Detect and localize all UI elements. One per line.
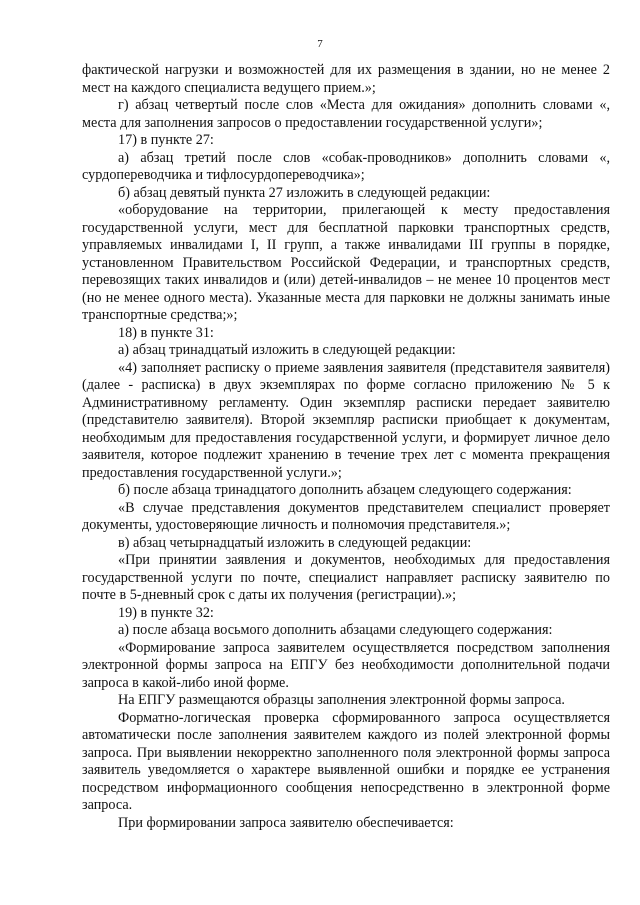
paragraph: а) абзац третий после слов «собак-проводников» дополнить словами «, сурдопереводчика и тифлосурдопереводчика»; [82, 149, 610, 183]
paragraph: При формировании запроса заявителю обеспечивается: [118, 814, 454, 831]
page-number: 7 [317, 38, 323, 50]
paragraph: «При принятии заявления и документов, необходимых для предоставления государственной услуги по почте, специалист направляет расписку заявителю по почте в 5-дневный срок с даты их получения (регистрации).»; [82, 552, 610, 603]
paragraph: «Формирование запроса заявителем осуществляется посредством заполнения электронной формы запроса на ЕПГУ без необходимости дополнительной подачи запроса в какой-либо иной форме. [82, 639, 610, 691]
paragraph: 17) в пункте 27: [118, 132, 214, 148]
paragraph: а) после абзаца восьмого дополнить абзацами следующего содержания: [118, 622, 553, 638]
paragraph: «В случае представления документов представителем специалист проверяет документы, удостоверяющие личность и полномочия представителя.»; [82, 499, 610, 533]
paragraph: Форматно-логическая проверка сформированного запроса осуществляется автоматически после заполнения заявителем каждого из полей электронной формы запроса. При выявлении некорректно заполненного поля электронной формы запроса заявитель уведомляется о характере выявленной ошибки и порядке ее устранения посредством информационного сообщения непосредственно в электронной форме запроса. [82, 709, 610, 813]
paragraph: 18) в пункте 31: [118, 324, 214, 341]
paragraph: б) после абзаца тринадцатого дополнить абзацем следующего содержания: [118, 482, 572, 498]
paragraph: в) абзац четырнадцатый изложить в следующей редакции: [118, 534, 472, 551]
paragraph: фактической нагрузки и возможностей для их размещения в здании, но не менее 2 мест на каждого специалиста ведущего прием.»; [82, 62, 610, 96]
paragraph: а) абзац тринадцатый изложить в следующей редакции: [118, 342, 456, 358]
paragraph: «4) заполняет расписку о приеме заявления заявителя (представителя заявителя) (далее - расписка) в двух экземплярах по форме согласно приложению № 5 к Административному регламенту. Один экземпляр расписки передает заявителю (представителю заявителя). Второй экземпляр расписки приобщает к документам, необходимым для предоставления государственной услуги, и формирует личное дело заявителя, которое подлежит хранению в течение трех лет с момента прекращения предоставления государственной услуги.»; [82, 359, 610, 481]
document-body [82, 62, 610, 832]
paragraph: На ЕПГУ размещаются образцы заполнения электронной формы запроса. [118, 692, 565, 708]
paragraph: «оборудование на территории, прилегающей к месту предоставления государственной услуги, мест для бесплатной парковки транспортных средств, управляемых инвалидами I, II групп, а также инвалидами III группы в порядке, установленном Правительством Российской Федерации, и транспортных средств, перевозящих таких инвалидов и (или) детей-инвалидов – не менее 10 процентов мест (но не менее одного места). Указанные места для парковки не должны занимать иные транспортные средства;»; [82, 202, 610, 323]
paragraph: б) абзац девятый пункта 27 изложить в следующей редакции: [118, 184, 491, 201]
paragraph: г) абзац четвертый после слов «Места для ожидания» дополнить словами «, места для заполнения запросов о предоставлении государственной услуги»; [82, 97, 610, 131]
paragraph: 19) в пункте 32: [118, 604, 214, 621]
